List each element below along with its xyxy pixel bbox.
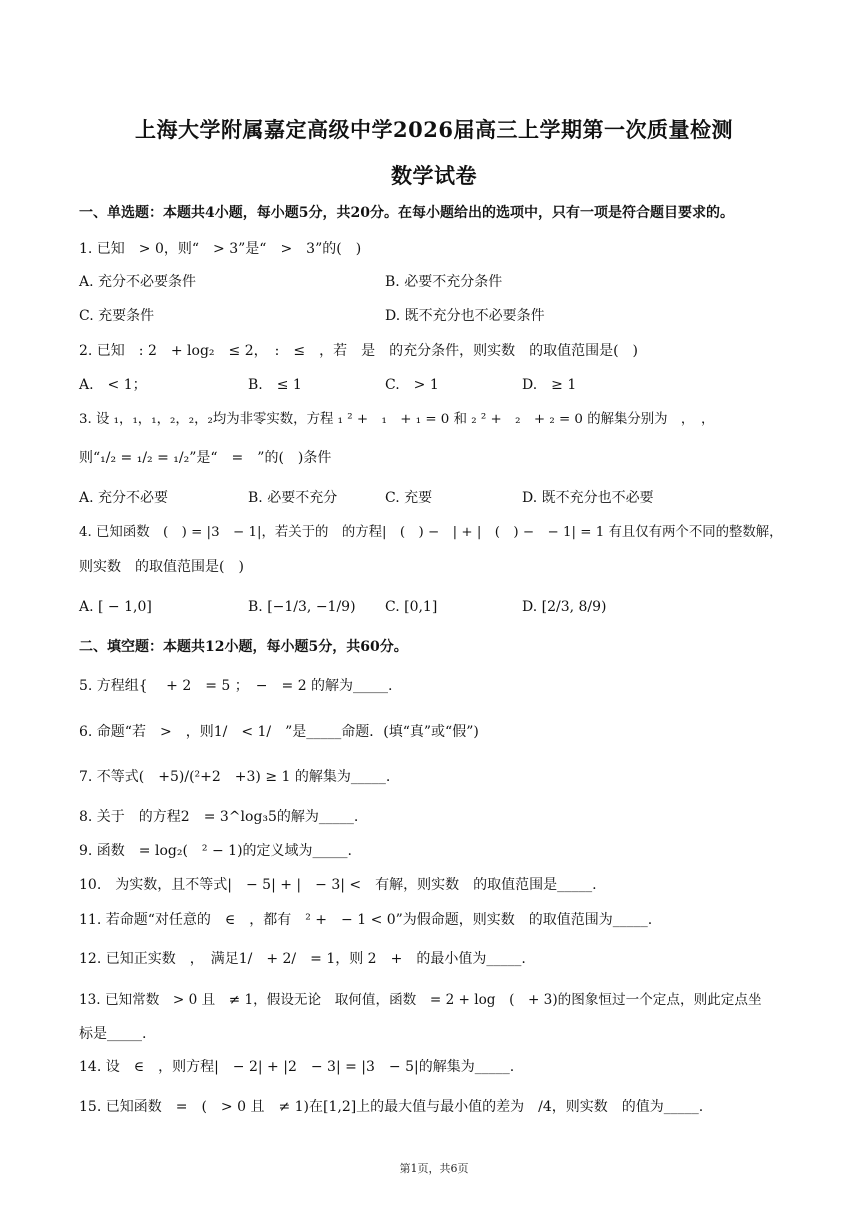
- question-14: 14. 设 ∈ ，则方程| − 2| + |2 − 3| = |3 − 5|的解集为_____.: [79, 1059, 515, 1075]
- page-footer: 第1页，共6页: [399, 1162, 469, 1175]
- question-6: 6. 命题“若 > ，则1/ < 1/ ”是_____命题．(填“真”或“假”): [79, 724, 479, 740]
- question-13-line-1: 13. 已知常数 > 0 且 ≠ 1，假设无论 取何值，函数 = 2 + log ( + 3)的图象恒过一个定点，则此定点坐: [79, 992, 762, 1008]
- question-7: 7. 不等式( +5)/(²+2 +3) ≥ 1 的解集为_____.: [79, 769, 391, 785]
- q1-option-c: C. 充要条件: [79, 308, 155, 324]
- question-8: 8. 关于 的方程2 = 3^log₃5的解为_____.: [79, 809, 359, 825]
- q4-option-c: C. [0,1]: [385, 599, 438, 615]
- q3-option-d: D. 既不充分也不必要: [522, 490, 654, 506]
- question-4-line-2: 则实数 的取值范围是( ): [79, 559, 244, 575]
- q2-option-d: D. ≥ 1: [522, 377, 577, 393]
- q3-option-a: A. 充分不必要: [79, 490, 169, 506]
- question-5: 5. 方程组{ + 2 = 5 ； − = 2 的解为_____.: [79, 678, 393, 694]
- question-15: 15. 已知函数 = ( > 0 且 ≠ 1)在[1,2]上的最大值与最小值的差为 /4，则实数 的值为_____.: [79, 1099, 704, 1115]
- question-10: 10. 为实数，且不等式| − 5| + | − 3| < 有解，则实数 的取值范围是_____.: [79, 877, 597, 893]
- q1-option-a: A. 充分不必要条件: [79, 274, 197, 290]
- q2-option-b: B. ≤ 1: [248, 377, 302, 393]
- q4-option-b: B. [−1/3, −1/9): [248, 599, 356, 615]
- q3-option-b: B. 必要不充分: [248, 490, 338, 506]
- page-subtitle: 数学试卷: [391, 163, 477, 188]
- question-4-line-1: 4. 已知函数 ( ) = |3 − 1|，若关于的 的方程| ( ) − | + | ( ) − − 1| = 1 有且仅有两个不同的整数解，: [79, 525, 783, 540]
- question-12: 12. 已知正实数 ， 满足1/ + 2/ = 1，则 2 + 的最小值为_____.: [79, 951, 526, 967]
- question-9: 9. 函数 = log₂( ² − 1)的定义域为_____.: [79, 843, 352, 859]
- q2-option-a: A. < 1；: [79, 377, 147, 393]
- question-11: 11. 若命题“对任意的 ∈ ，都有 ² + − 1 < 0”为假命题，则实数 的取值范围为_____.: [79, 912, 653, 928]
- q4-option-d: D. [2/3, 8/9): [522, 599, 607, 615]
- q1-option-b: B. 必要不充分条件: [385, 274, 503, 290]
- q2-option-c: C. > 1: [385, 377, 439, 393]
- question-2: 2. 已知 : 2 + log₂ ≤ 2， : ≤ ，若 是 的充分条件，则实数 的取值范围是( ): [79, 343, 639, 359]
- question-13-line-2: 标是_____.: [79, 1026, 147, 1042]
- q4-option-a: A. [ − 1,0]: [79, 599, 152, 615]
- section-heading-1: 一、单选题：本题共4小题，每小题5分，共20分。在每小题给出的选项中，只有一项是符合题目要求的。: [79, 205, 734, 221]
- q3-option-c: C. 充要: [385, 490, 433, 506]
- section-heading-2: 二、填空题：本题共12小题，每小题5分，共60分。: [79, 639, 408, 655]
- question-1: 1. 已知 > 0，则“ > 3”是“ > 3”的( ): [79, 241, 362, 257]
- question-3-line-1: 3. 设 ₁，₁，₁，₂，₂，₂均为非零实数，方程 ₁ ² + ₁ + ₁ = 0 和 ₂ ² + ₂ + ₂ = 0 的解集分别为 ， ，: [79, 412, 715, 427]
- page-title: 上海大学附属嘉定高级中学2026届高三上学期第一次质量检测: [135, 117, 733, 142]
- question-3-line-2: 则“₁/₂ = ₁/₂ = ₁/₂”是“ = ”的( )条件: [79, 450, 332, 466]
- q1-option-d: D. 既不充分也不必要条件: [385, 308, 545, 324]
